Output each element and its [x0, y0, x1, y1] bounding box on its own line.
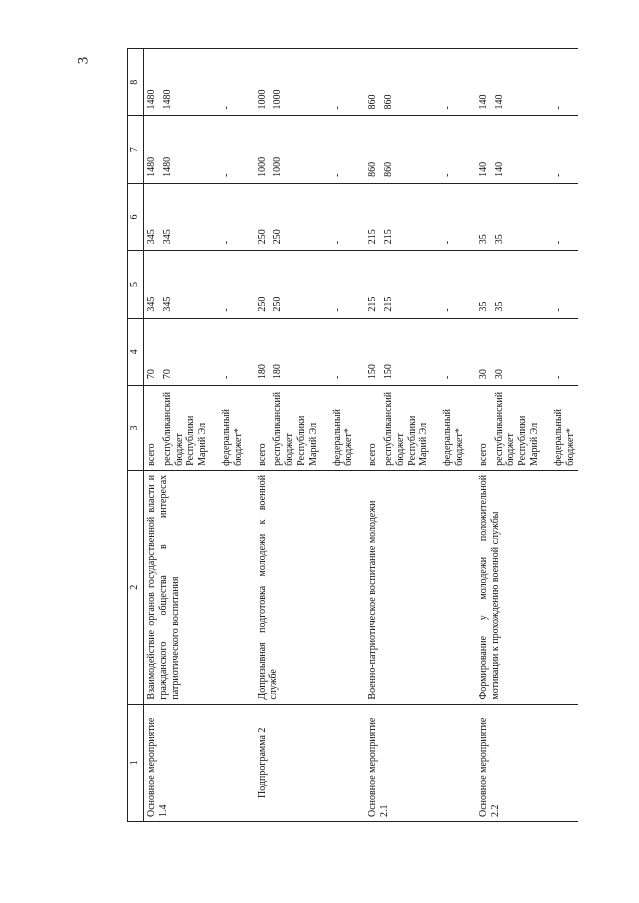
table-body — [144, 49, 579, 822]
value-cell: 1480 — [160, 116, 211, 183]
rotated-table-wrapper — [127, 48, 576, 822]
value-cell: - — [432, 116, 468, 183]
value-cell: - — [211, 49, 247, 116]
value-cell: - — [211, 318, 247, 385]
source-cell: всего — [144, 386, 160, 471]
group-description: Формирование у молодежи положительной мотивации к прохождению военной службы — [468, 470, 579, 704]
source-cell: республиканский бюджет Республики Марий Эл — [381, 386, 432, 471]
value-cell: 35 — [468, 183, 492, 250]
value-cell: 150 — [381, 318, 432, 385]
value-cell: 250 — [270, 183, 321, 250]
value-cell: - — [322, 116, 358, 183]
value-cell: - — [432, 318, 468, 385]
value-cell: 345 — [160, 251, 211, 318]
page-number: 3 — [75, 56, 92, 65]
source-cell: всего — [468, 386, 492, 471]
header-cell-7: 7 — [128, 116, 144, 183]
source-cell: республиканский бюджет Республики Марий Эл — [160, 386, 211, 471]
value-cell: - — [543, 183, 579, 250]
table-row — [247, 49, 271, 822]
header-row — [128, 49, 144, 822]
value-cell: 1000 — [247, 49, 271, 116]
value-cell: 140 — [492, 49, 543, 116]
value-cell: 860 — [381, 49, 432, 116]
value-cell: 35 — [468, 251, 492, 318]
value-cell: 1480 — [144, 116, 160, 183]
value-cell: 1480 — [160, 49, 211, 116]
source-cell: федеральный бюджет* — [543, 386, 579, 471]
source-cell: федеральный бюджет* — [322, 386, 358, 471]
header-cell-2: 2 — [128, 470, 144, 704]
value-cell: 215 — [381, 183, 432, 250]
group-label: Основное мероприятие 2.1 — [357, 704, 468, 821]
source-cell: всего — [247, 386, 271, 471]
value-cell: 215 — [381, 251, 432, 318]
table-row — [357, 49, 381, 822]
value-cell: - — [432, 251, 468, 318]
header-cell-8: 8 — [128, 49, 144, 116]
group-label: Основное мероприятие 2.2 — [468, 704, 579, 821]
group-label: Основное мероприятие 1.4 — [144, 704, 247, 821]
value-cell: 215 — [357, 251, 381, 318]
value-cell: 345 — [144, 251, 160, 318]
table-row — [468, 49, 492, 822]
value-cell: 30 — [468, 318, 492, 385]
header-cell-1: 1 — [128, 704, 144, 821]
value-cell: - — [543, 318, 579, 385]
source-cell: федеральный бюджет* — [211, 386, 247, 471]
value-cell: - — [211, 116, 247, 183]
table-row — [144, 49, 160, 822]
value-cell: 215 — [357, 183, 381, 250]
value-cell: 250 — [247, 251, 271, 318]
value-cell: - — [543, 116, 579, 183]
value-cell: 345 — [144, 183, 160, 250]
source-cell: федеральный бюджет* — [432, 386, 468, 471]
value-cell: - — [432, 183, 468, 250]
source-cell: республиканский бюджет Республики Марий Эл — [492, 386, 543, 471]
value-cell: 30 — [492, 318, 543, 385]
header-cell-4: 4 — [128, 318, 144, 385]
value-cell: - — [322, 183, 358, 250]
value-cell: 860 — [381, 116, 432, 183]
value-cell: 35 — [492, 183, 543, 250]
value-cell: 1000 — [247, 116, 271, 183]
value-cell: - — [432, 49, 468, 116]
value-cell: 345 — [160, 183, 211, 250]
header-cell-6: 6 — [128, 183, 144, 250]
value-cell: 70 — [144, 318, 160, 385]
source-cell: всего — [357, 386, 381, 471]
group-description: Допризывная подготовка молодежи к военной службе — [247, 470, 358, 704]
value-cell: - — [543, 251, 579, 318]
group-description: Взаимодействие органов государственной власти и гражданского общества в интересах патриотического воспитания — [144, 470, 247, 704]
value-cell: - — [322, 318, 358, 385]
financing-table — [127, 48, 578, 822]
value-cell: 860 — [357, 49, 381, 116]
value-cell: 250 — [270, 251, 321, 318]
group-label: Подпрограмма 2 — [247, 704, 358, 821]
value-cell: - — [543, 49, 579, 116]
value-cell: 140 — [468, 116, 492, 183]
value-cell: 140 — [468, 49, 492, 116]
value-cell: 1000 — [270, 116, 321, 183]
value-cell: - — [211, 251, 247, 318]
value-cell: 250 — [247, 183, 271, 250]
value-cell: - — [322, 49, 358, 116]
value-cell: - — [211, 183, 247, 250]
value-cell: 180 — [270, 318, 321, 385]
value-cell: 1000 — [270, 49, 321, 116]
group-description: Военно-патриотическое воспитание молодежи — [357, 470, 468, 704]
value-cell: 180 — [247, 318, 271, 385]
header-cell-5: 5 — [128, 251, 144, 318]
header-cell-3: 3 — [128, 386, 144, 471]
value-cell: 1480 — [144, 49, 160, 116]
value-cell: 150 — [357, 318, 381, 385]
source-cell: республиканский бюджет Республики Марий Эл — [270, 386, 321, 471]
value-cell: - — [322, 251, 358, 318]
value-cell: 140 — [492, 116, 543, 183]
value-cell: 70 — [160, 318, 211, 385]
value-cell: 860 — [357, 116, 381, 183]
value-cell: 35 — [492, 251, 543, 318]
